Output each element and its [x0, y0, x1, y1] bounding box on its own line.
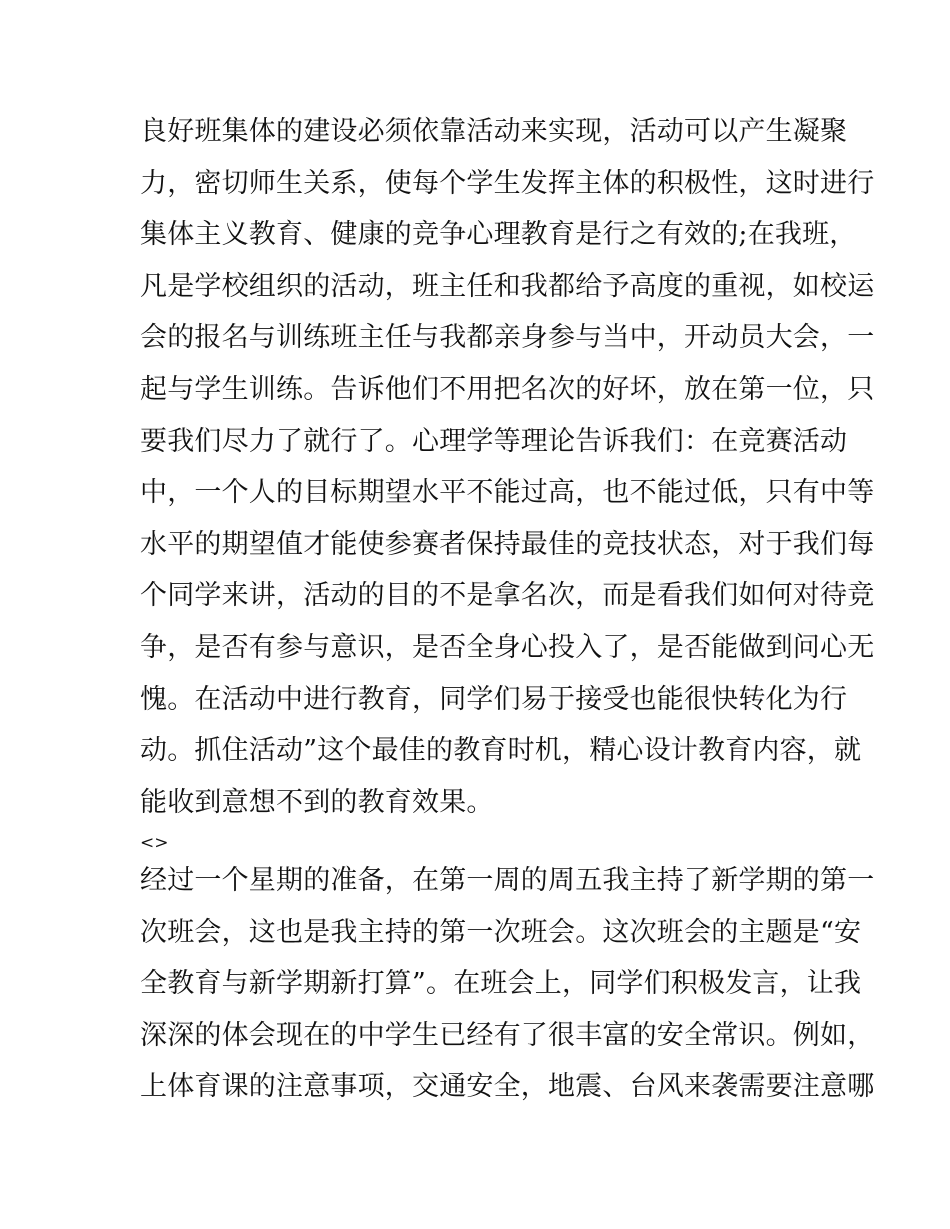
- text-line: 动。抓住活动”这个最佳的教育时机，精心设计教育内容，就: [140, 735, 862, 767]
- text-line: 上体育课的注意事项，交通安全，地震、台风来袭需要注意哪: [140, 1071, 875, 1103]
- text-line: 次班会，这也是我主持的第一次班会。这次班会的主题是“安: [140, 916, 862, 948]
- text-line: 愧。在活动中进行教育，同学们易于接受也能很快转化为行: [140, 683, 848, 715]
- text-line: 力，密切师生关系，使每个学生发挥主体的积极性，这时进行: [140, 167, 875, 199]
- text-line: 中，一个人的目标期望水平不能过高，也不能过低，只有中等: [140, 477, 875, 509]
- text-line: 良好班集体的建设必须依靠活动来实现，活动可以产生凝聚: [140, 116, 848, 147]
- paragraph-1: [140, 106, 875, 828]
- text-line: 水平的期望值才能使参赛者保持最佳的竞技状态，对于我们每: [140, 528, 875, 560]
- text-line: 集体主义教育、健康的竞争心理教育是行之有效的;在我班，: [140, 219, 857, 251]
- text-line: 起与学生训练。告诉他们不用把名次的好坏，放在第一位，只: [140, 373, 875, 405]
- text-line: 争，是否有参与意识，是否全身心投入了，是否能做到问心无: [140, 631, 875, 663]
- text-line: 深深的体会现在的中学生已经有了很丰富的安全常识。例如，: [140, 1019, 875, 1051]
- text-line: 能收到意想不到的教育效果。: [140, 786, 494, 818]
- text-line: 要我们尽力了就行了。心理学等理论告诉我们：在竞赛活动: [140, 425, 848, 457]
- text-line: 凡是学校组织的活动，班主任和我都给予高度的重视，如校运: [140, 270, 875, 302]
- separator-text: <>: [140, 833, 169, 853]
- text-line: 个同学来讲，活动的目的不是拿名次，而是看我们如何对待竞: [140, 580, 875, 612]
- paragraph-2: [140, 855, 875, 1113]
- text-line: 会的报名与训练班主任与我都亲身参与当中，开动员大会，一: [140, 322, 875, 354]
- text-line: 全教育与新学期新打算”。在班会上，同学们积极发言，让我: [140, 968, 862, 1000]
- text-line: 经过一个星期的准备，在第一周的周五我主持了新学期的第一: [140, 865, 875, 896]
